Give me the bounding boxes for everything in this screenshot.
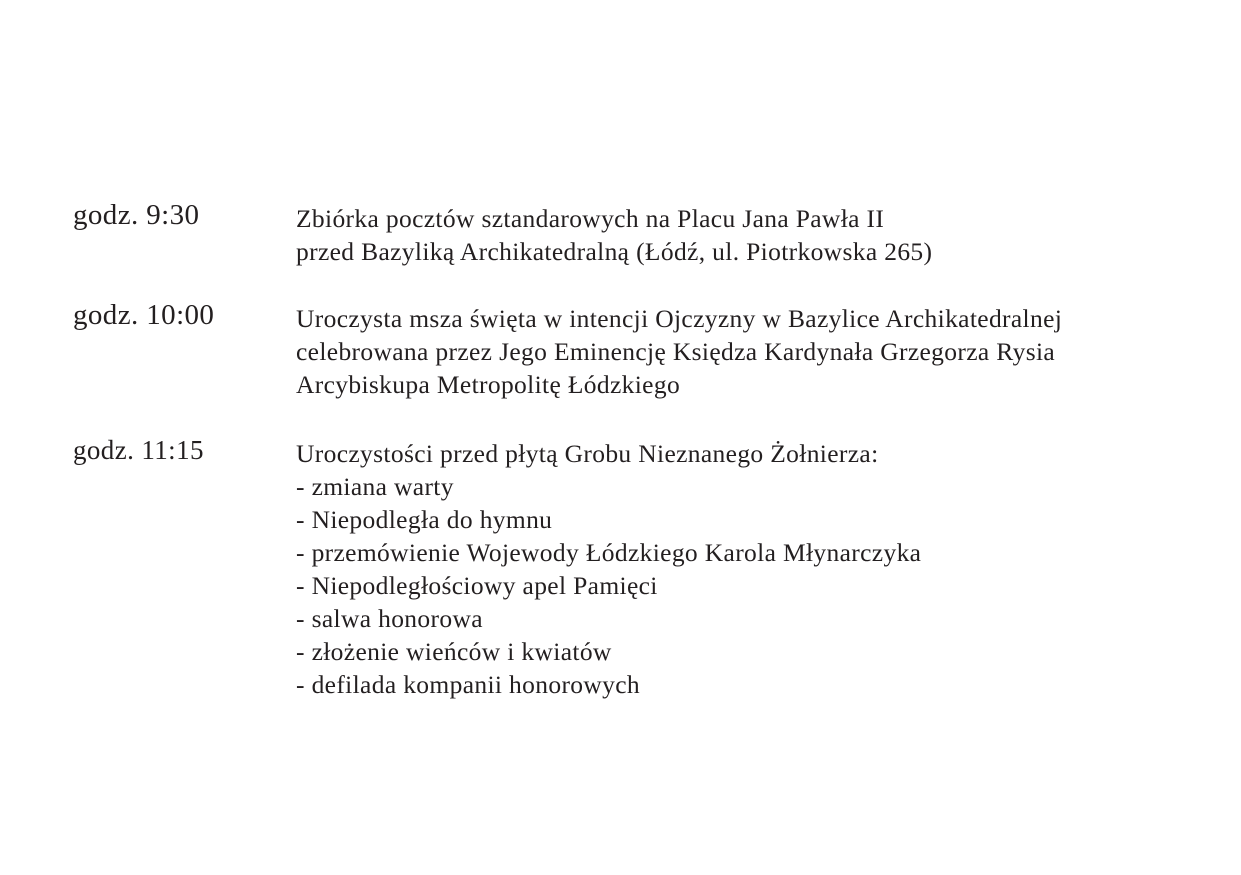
list-item: - przemówienie Wojewody Łódzkiego Karola Młynarczyka — [296, 538, 922, 567]
list-item: - zmiana warty — [296, 472, 454, 501]
entry-time: godz. 10:00 — [73, 299, 215, 331]
description-line: przed Bazyliką Archikatedralną (Łódź, ul. Piotrkowska 265) — [296, 237, 933, 266]
description-line: Arcybiskupa Metropolitę Łódzkiego — [296, 370, 681, 399]
description-line: Zbiórka pocztów sztandarowych na Placu Jana Pawła II — [296, 204, 885, 233]
list-item: - Niepodległościowy apel Pamięci — [296, 571, 658, 600]
entry-description — [296, 202, 932, 268]
list-item: - defilada kompanii honorowych — [296, 670, 641, 699]
description-line: Uroczysta msza święta w intencji Ojczyzny w Bazylice Archikatedralnej — [296, 304, 1063, 333]
description-line: celebrowana przez Jego Eminencję Księdza Kardynała Grzegorza Rysia — [296, 337, 1056, 366]
entry-time: godz. 11:15 — [73, 435, 204, 465]
entry-description — [296, 302, 1062, 401]
entry-time: godz. 9:30 — [73, 199, 200, 231]
entry-description — [296, 437, 921, 701]
description-line: Uroczystości przed płytą Grobu Nieznanego Żołnierza: — [296, 439, 879, 468]
list-item: - salwa honorowa — [296, 604, 483, 633]
list-item: - złożenie wieńców i kwiatów — [296, 637, 612, 666]
list-item: - Niepodległa do hymnu — [296, 505, 553, 534]
